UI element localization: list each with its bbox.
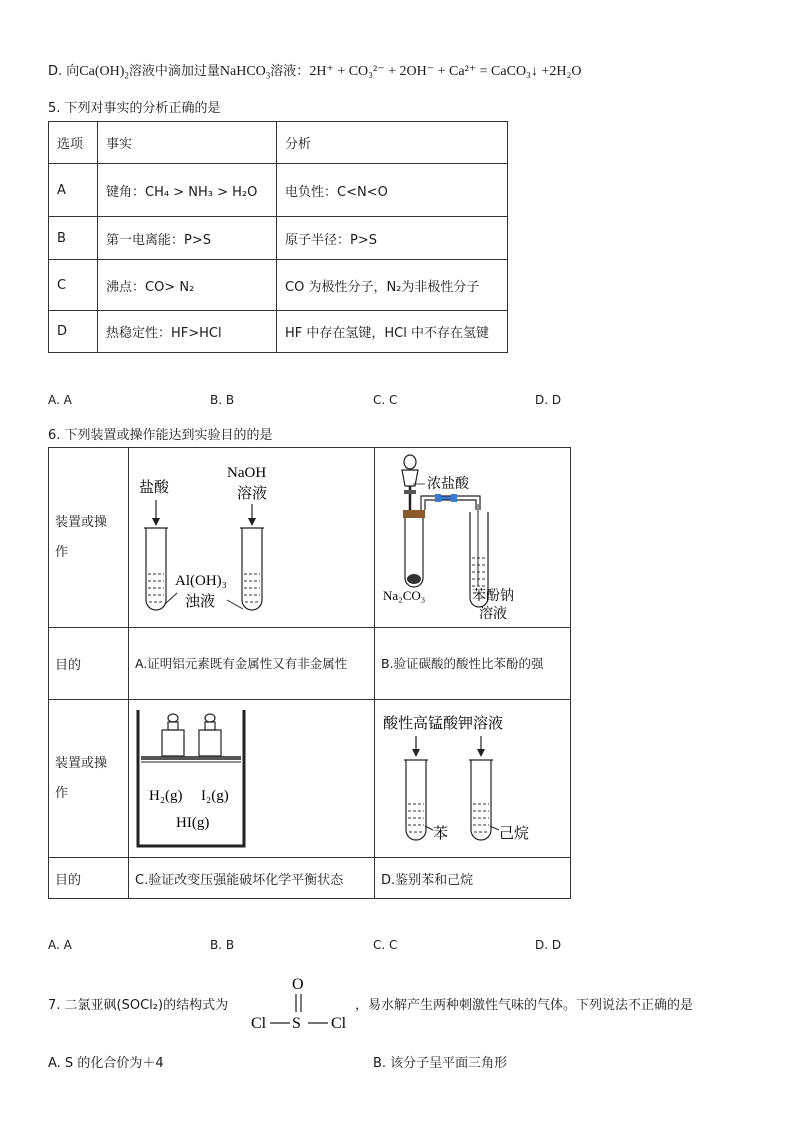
q5-table: [48, 121, 508, 353]
table-row: [49, 858, 571, 899]
label-solution: 溶液: [237, 484, 268, 502]
label-phenoxide: 苯酚钠: [472, 588, 514, 604]
purpose-c: C.验证改变压强能破坏化学平衡状态: [129, 858, 375, 899]
q7-stem-prefix: 7. 二氯亚砜(SOCl₂)的结构式为: [48, 998, 229, 1013]
label-hcl: 盐酸: [139, 478, 170, 496]
arrow-head-icon: [248, 518, 256, 526]
row-label: 目的: [49, 858, 129, 899]
apparatus-d-cell: [375, 700, 571, 858]
row-analysis: 电负性：C<N<O: [277, 164, 508, 217]
row-option: C: [49, 260, 98, 311]
label-benzene: 苯: [433, 824, 449, 842]
header-fact: 事实: [98, 122, 277, 164]
choice-a[interactable]: A. A: [48, 393, 72, 407]
row-option: A: [49, 164, 98, 217]
row-analysis: CO 为极性分子，N₂为非极性分子: [277, 260, 508, 311]
atom-s: S: [292, 1015, 301, 1032]
atom-o: O: [292, 976, 304, 993]
purpose-d: D.鉴别苯和己烷: [375, 858, 571, 899]
label-aloh3: Al(OH)₃: [175, 573, 227, 589]
q7-option-b[interactable]: B. 该分子呈平面三角形: [373, 1056, 508, 1071]
table-row: [49, 448, 571, 628]
test-tube-benzene: [406, 760, 426, 840]
choice-b[interactable]: B. B: [210, 393, 235, 407]
apparatus-c-diagram: [129, 700, 374, 857]
apparatus-c-cell: [129, 700, 375, 858]
row-analysis: HF 中存在氢键，HCl 中不存在氢键: [277, 311, 508, 353]
q7-option-a[interactable]: A. S 的化合价为＋4: [48, 1056, 164, 1071]
choice-d[interactable]: D. D: [535, 393, 562, 407]
label-i2: I₂(g): [201, 788, 229, 804]
rubber-stopper: [403, 510, 425, 518]
row-analysis: 原子半径：P>S: [277, 217, 508, 260]
row-fact: 键角：CH₄ > NH₃ > H₂O: [98, 164, 277, 217]
table-row: [49, 260, 508, 311]
piston: [141, 756, 241, 760]
apparatus-a-diagram: [129, 448, 374, 627]
label-conc-hcl: 浓盐酸: [427, 476, 469, 492]
apparatus-b-cell: [375, 448, 571, 628]
label-phenoxide-solution: 溶液: [479, 606, 507, 622]
socl2-structure: [248, 972, 358, 1032]
apparatus-a-cell: [129, 448, 375, 628]
weight-left: [162, 730, 184, 756]
q7-stem-suffix: ，易水解产生两种刺激性气味的气体。下列说法不正确的是: [355, 998, 694, 1013]
choice-d[interactable]: D. D: [535, 938, 562, 952]
table-row: [49, 217, 508, 260]
q4-d-suffix: 溶液：: [270, 64, 310, 79]
q4-d-reagent2: NaHCO: [219, 64, 266, 79]
label-hexane: 己烷: [499, 824, 530, 842]
header-analysis: 分析: [277, 122, 508, 164]
row-option: D: [49, 311, 98, 353]
arrow-head-icon: [412, 749, 420, 757]
table-row: [49, 700, 571, 858]
arrow-head-icon: [477, 749, 485, 757]
q4-option-d: D. 向$Ca(OH)_2$溶液中滴加过量NaHCO$_3$溶液：2H⁺ + CO₃²⁻ + 2OH⁻ + Ca²⁺ = CaCO₃↓ +2H₂O: [48, 64, 582, 81]
choice-c[interactable]: C. C: [373, 938, 398, 952]
label-suspension: 浊液: [185, 592, 216, 610]
apparatus-b-diagram: [375, 448, 570, 627]
na2co3-solid: [407, 574, 421, 584]
table-row: [49, 628, 571, 700]
table-row: [49, 311, 508, 353]
q4-d-equation: 2H⁺ + CO₃²⁻ + 2OH⁻ + Ca²⁺ = CaCO₃↓ +2H₂O: [309, 64, 582, 79]
table-row: [49, 164, 508, 217]
purpose-b: B.验证碳酸的酸性比苯酚的强: [375, 628, 571, 700]
purpose-a: A.证明铝元素既有金属性又有非金属性: [129, 628, 375, 700]
label-kmno4: 酸性高锰酸钾溶液: [383, 714, 504, 732]
row-label: 装置或操作: [49, 448, 129, 628]
test-tube-left: [146, 528, 166, 610]
row-fact: 第一电离能：P>S: [98, 217, 277, 260]
q5-stem: 5. 下列对事实的分析正确的是: [48, 101, 221, 116]
q4-d-reagent1: Ca(OH): [79, 64, 125, 79]
funnel-stopper: [404, 455, 416, 469]
label-na2co3: Na₂CO₃: [383, 588, 426, 603]
label-hi: HI(g): [176, 815, 210, 831]
q4-d-prefix: D. 向: [48, 64, 80, 79]
row-fact: 热稳定性：HF>HCl: [98, 311, 277, 353]
row-label: 目的: [49, 628, 129, 700]
row-fact: 沸点：CO> N₂: [98, 260, 277, 311]
test-tube-right: [242, 528, 262, 610]
q6-table: [48, 447, 571, 899]
q4-d-mid: 溶液中滴加过量: [128, 64, 220, 79]
test-tube-hexane: [471, 760, 491, 840]
choice-a[interactable]: A. A: [48, 938, 72, 952]
weight-right: [199, 730, 221, 756]
apparatus-d-diagram: [375, 700, 570, 857]
choice-b[interactable]: B. B: [210, 938, 235, 952]
row-label: 装置或操作: [49, 700, 129, 858]
arrow-head-icon: [152, 518, 160, 526]
q6-stem: 6. 下列装置或操作能达到实验目的的是: [48, 428, 273, 443]
atom-cl-right: Cl: [331, 1015, 347, 1032]
header-option: 选项: [49, 122, 98, 164]
label-h2: H₂(g): [149, 788, 183, 804]
row-option: B: [49, 217, 98, 260]
table-header-row: [49, 122, 508, 164]
atom-cl-left: Cl: [251, 1015, 267, 1032]
choice-c[interactable]: C. C: [373, 393, 398, 407]
label-naoh: NaOH: [227, 465, 267, 481]
